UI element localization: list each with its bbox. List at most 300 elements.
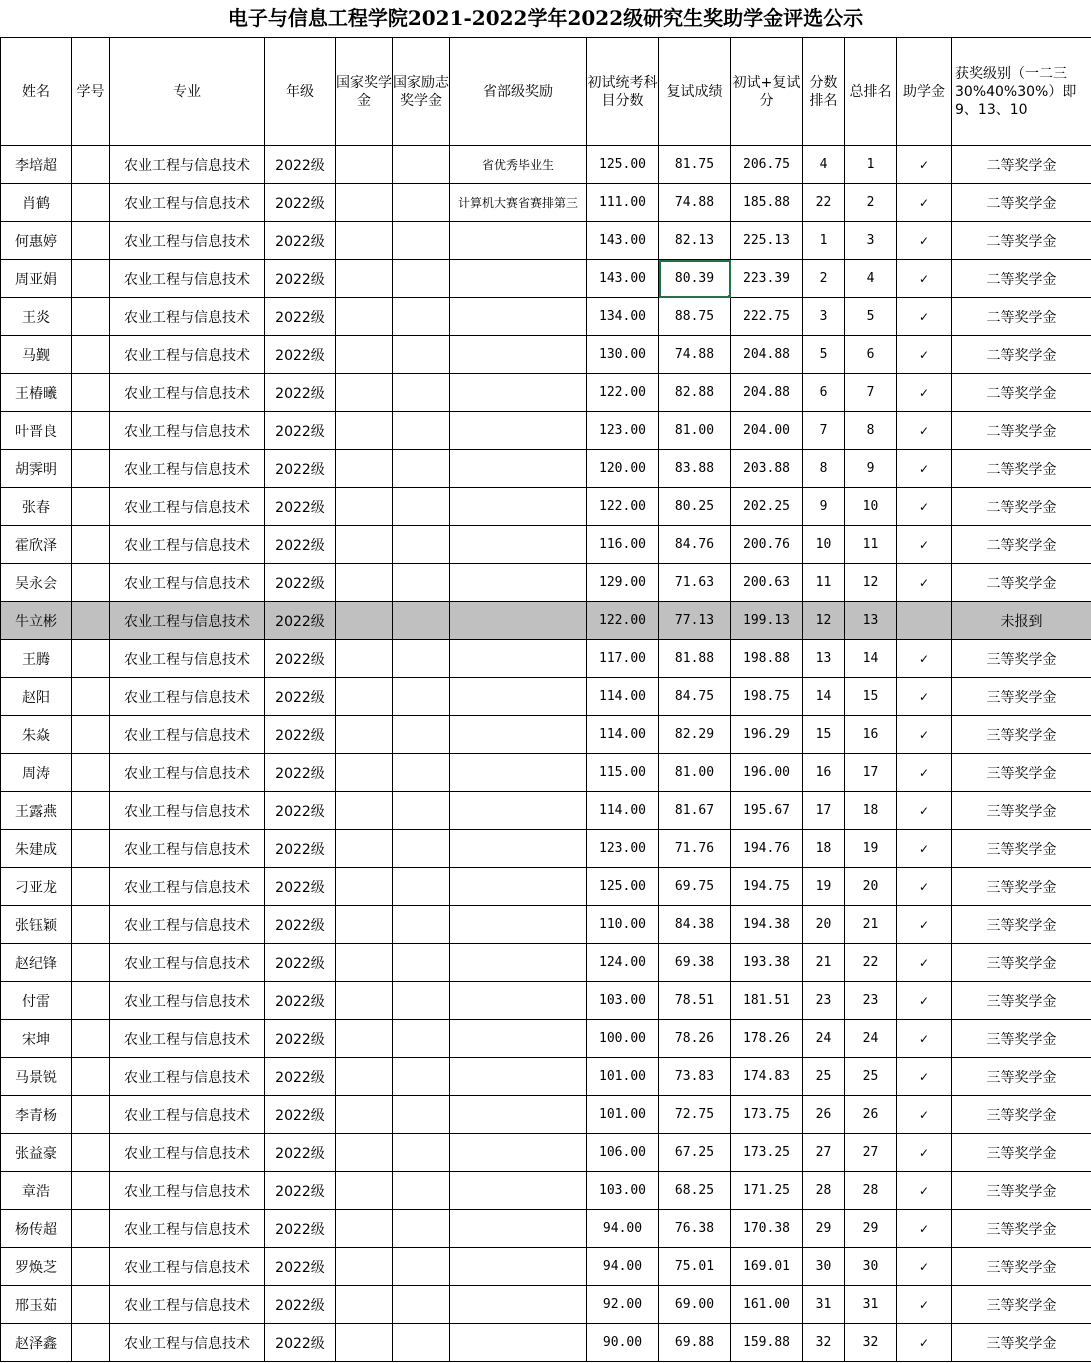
- major-cell[interactable]: 农业工程与信息技术: [110, 602, 265, 640]
- major-cell[interactable]: 农业工程与信息技术: [110, 678, 265, 716]
- inspire-scholarship-cell[interactable]: [393, 1286, 450, 1324]
- student-id-cell[interactable]: [72, 792, 110, 830]
- grant-check-cell[interactable]: ✓: [897, 488, 952, 526]
- inspire-scholarship-cell[interactable]: [393, 906, 450, 944]
- name-cell[interactable]: 周亚娟: [1, 260, 72, 298]
- score-rank-cell[interactable]: 13: [803, 640, 845, 678]
- initial-score-cell[interactable]: 94.00: [587, 1210, 659, 1248]
- provincial-award-cell[interactable]: [450, 450, 587, 488]
- award-level-cell[interactable]: 三等奖学金: [952, 1058, 1091, 1096]
- student-id-cell[interactable]: [72, 374, 110, 412]
- inspire-scholarship-cell[interactable]: [393, 678, 450, 716]
- inspire-scholarship-cell[interactable]: [393, 222, 450, 260]
- inspire-scholarship-cell[interactable]: [393, 298, 450, 336]
- total-score-cell[interactable]: 173.75: [731, 1096, 803, 1134]
- award-level-cell[interactable]: 二等奖学金: [952, 222, 1091, 260]
- grade-cell[interactable]: 2022级: [265, 260, 336, 298]
- provincial-award-cell[interactable]: [450, 982, 587, 1020]
- total-score-cell[interactable]: 200.76: [731, 526, 803, 564]
- award-level-cell[interactable]: 三等奖学金: [952, 1096, 1091, 1134]
- grade-cell[interactable]: 2022级: [265, 640, 336, 678]
- major-cell[interactable]: 农业工程与信息技术: [110, 906, 265, 944]
- provincial-award-cell[interactable]: [450, 1324, 587, 1362]
- overall-rank-cell[interactable]: 12: [845, 564, 897, 602]
- total-score-cell[interactable]: 174.83: [731, 1058, 803, 1096]
- header-cell[interactable]: 年级: [265, 38, 336, 146]
- inspire-scholarship-cell[interactable]: [393, 1020, 450, 1058]
- total-score-cell[interactable]: 161.00: [731, 1286, 803, 1324]
- initial-score-cell[interactable]: 100.00: [587, 1020, 659, 1058]
- student-id-cell[interactable]: [72, 1248, 110, 1286]
- national-scholarship-cell[interactable]: [336, 868, 393, 906]
- major-cell[interactable]: 农业工程与信息技术: [110, 1210, 265, 1248]
- national-scholarship-cell[interactable]: [336, 564, 393, 602]
- retest-score-cell[interactable]: 74.88: [659, 336, 731, 374]
- student-id-cell[interactable]: [72, 1172, 110, 1210]
- national-scholarship-cell[interactable]: [336, 412, 393, 450]
- initial-score-cell[interactable]: 123.00: [587, 412, 659, 450]
- grant-check-cell[interactable]: ✓: [897, 336, 952, 374]
- inspire-scholarship-cell[interactable]: [393, 1134, 450, 1172]
- name-cell[interactable]: 霍欣泽: [1, 526, 72, 564]
- header-cell[interactable]: 初试+复试分: [731, 38, 803, 146]
- retest-score-cell[interactable]: 73.83: [659, 1058, 731, 1096]
- student-id-cell[interactable]: [72, 1020, 110, 1058]
- provincial-award-cell[interactable]: [450, 564, 587, 602]
- grant-check-cell[interactable]: ✓: [897, 450, 952, 488]
- score-rank-cell[interactable]: 11: [803, 564, 845, 602]
- provincial-award-cell[interactable]: [450, 944, 587, 982]
- initial-score-cell[interactable]: 125.00: [587, 868, 659, 906]
- national-scholarship-cell[interactable]: [336, 526, 393, 564]
- overall-rank-cell[interactable]: 15: [845, 678, 897, 716]
- grant-check-cell[interactable]: ✓: [897, 906, 952, 944]
- inspire-scholarship-cell[interactable]: [393, 412, 450, 450]
- name-cell[interactable]: 王炎: [1, 298, 72, 336]
- student-id-cell[interactable]: [72, 222, 110, 260]
- total-score-cell[interactable]: 204.88: [731, 336, 803, 374]
- name-cell[interactable]: 朱建成: [1, 830, 72, 868]
- award-level-cell[interactable]: 三等奖学金: [952, 754, 1091, 792]
- header-cell[interactable]: 学号: [72, 38, 110, 146]
- national-scholarship-cell[interactable]: [336, 716, 393, 754]
- student-id-cell[interactable]: [72, 450, 110, 488]
- overall-rank-cell[interactable]: 17: [845, 754, 897, 792]
- student-id-cell[interactable]: [72, 640, 110, 678]
- header-cell[interactable]: 初试统考科目分数: [587, 38, 659, 146]
- major-cell[interactable]: 农业工程与信息技术: [110, 1134, 265, 1172]
- score-rank-cell[interactable]: 22: [803, 184, 845, 222]
- initial-score-cell[interactable]: 101.00: [587, 1096, 659, 1134]
- total-score-cell[interactable]: 194.38: [731, 906, 803, 944]
- total-score-cell[interactable]: 200.63: [731, 564, 803, 602]
- grant-check-cell[interactable]: ✓: [897, 1286, 952, 1324]
- provincial-award-cell[interactable]: [450, 1134, 587, 1172]
- grant-check-cell[interactable]: ✓: [897, 526, 952, 564]
- name-cell[interactable]: 张益豪: [1, 1134, 72, 1172]
- national-scholarship-cell[interactable]: [336, 1210, 393, 1248]
- national-scholarship-cell[interactable]: [336, 374, 393, 412]
- student-id-cell[interactable]: [72, 1324, 110, 1362]
- inspire-scholarship-cell[interactable]: [393, 944, 450, 982]
- inspire-scholarship-cell[interactable]: [393, 868, 450, 906]
- grade-cell[interactable]: 2022级: [265, 412, 336, 450]
- header-cell[interactable]: 助学金: [897, 38, 952, 146]
- award-level-cell[interactable]: 三等奖学金: [952, 1324, 1091, 1362]
- grade-cell[interactable]: 2022级: [265, 716, 336, 754]
- grade-cell[interactable]: 2022级: [265, 1210, 336, 1248]
- inspire-scholarship-cell[interactable]: [393, 450, 450, 488]
- provincial-award-cell[interactable]: [450, 602, 587, 640]
- major-cell[interactable]: 农业工程与信息技术: [110, 1286, 265, 1324]
- total-score-cell[interactable]: 194.75: [731, 868, 803, 906]
- score-rank-cell[interactable]: 18: [803, 830, 845, 868]
- score-rank-cell[interactable]: 21: [803, 944, 845, 982]
- grant-check-cell[interactable]: ✓: [897, 1172, 952, 1210]
- national-scholarship-cell[interactable]: [336, 260, 393, 298]
- student-id-cell[interactable]: [72, 146, 110, 184]
- name-cell[interactable]: 王腾: [1, 640, 72, 678]
- initial-score-cell[interactable]: 143.00: [587, 222, 659, 260]
- total-score-cell[interactable]: 202.25: [731, 488, 803, 526]
- major-cell[interactable]: 农业工程与信息技术: [110, 944, 265, 982]
- grade-cell[interactable]: 2022级: [265, 450, 336, 488]
- initial-score-cell[interactable]: 90.00: [587, 1324, 659, 1362]
- grade-cell[interactable]: 2022级: [265, 298, 336, 336]
- award-level-cell[interactable]: 三等奖学金: [952, 830, 1091, 868]
- provincial-award-cell[interactable]: [450, 1096, 587, 1134]
- national-scholarship-cell[interactable]: [336, 298, 393, 336]
- provincial-award-cell[interactable]: [450, 754, 587, 792]
- initial-score-cell[interactable]: 101.00: [587, 1058, 659, 1096]
- grade-cell[interactable]: 2022级: [265, 488, 336, 526]
- name-cell[interactable]: 赵纪锋: [1, 944, 72, 982]
- grade-cell[interactable]: 2022级: [265, 1286, 336, 1324]
- national-scholarship-cell[interactable]: [336, 1248, 393, 1286]
- student-id-cell[interactable]: [72, 336, 110, 374]
- initial-score-cell[interactable]: 103.00: [587, 982, 659, 1020]
- provincial-award-cell[interactable]: [450, 1172, 587, 1210]
- header-cell[interactable]: 分数排名: [803, 38, 845, 146]
- inspire-scholarship-cell[interactable]: [393, 1324, 450, 1362]
- score-rank-cell[interactable]: 3: [803, 298, 845, 336]
- award-level-cell[interactable]: 二等奖学金: [952, 526, 1091, 564]
- grade-cell[interactable]: 2022级: [265, 336, 336, 374]
- name-cell[interactable]: 牛立彬: [1, 602, 72, 640]
- total-score-cell[interactable]: 193.38: [731, 944, 803, 982]
- inspire-scholarship-cell[interactable]: [393, 830, 450, 868]
- inspire-scholarship-cell[interactable]: [393, 374, 450, 412]
- major-cell[interactable]: 农业工程与信息技术: [110, 982, 265, 1020]
- grant-check-cell[interactable]: ✓: [897, 716, 952, 754]
- grade-cell[interactable]: 2022级: [265, 982, 336, 1020]
- initial-score-cell[interactable]: 122.00: [587, 602, 659, 640]
- name-cell[interactable]: 肖鹤: [1, 184, 72, 222]
- initial-score-cell[interactable]: 143.00: [587, 260, 659, 298]
- total-score-cell[interactable]: 178.26: [731, 1020, 803, 1058]
- student-id-cell[interactable]: [72, 754, 110, 792]
- initial-score-cell[interactable]: 110.00: [587, 906, 659, 944]
- provincial-award-cell[interactable]: [450, 830, 587, 868]
- retest-score-cell[interactable]: 78.51: [659, 982, 731, 1020]
- initial-score-cell[interactable]: 111.00: [587, 184, 659, 222]
- header-cell[interactable]: 获奖级别（一二三30%40%30%）即9、13、10: [952, 38, 1091, 146]
- grade-cell[interactable]: 2022级: [265, 564, 336, 602]
- score-rank-cell[interactable]: 15: [803, 716, 845, 754]
- grade-cell[interactable]: 2022级: [265, 184, 336, 222]
- retest-score-cell[interactable]: 81.00: [659, 754, 731, 792]
- score-rank-cell[interactable]: 20: [803, 906, 845, 944]
- inspire-scholarship-cell[interactable]: [393, 526, 450, 564]
- overall-rank-cell[interactable]: 11: [845, 526, 897, 564]
- award-level-cell[interactable]: 三等奖学金: [952, 640, 1091, 678]
- major-cell[interactable]: 农业工程与信息技术: [110, 640, 265, 678]
- grant-check-cell[interactable]: ✓: [897, 222, 952, 260]
- award-level-cell[interactable]: 二等奖学金: [952, 488, 1091, 526]
- retest-score-cell[interactable]: 75.01: [659, 1248, 731, 1286]
- total-score-cell[interactable]: 196.00: [731, 754, 803, 792]
- retest-score-cell[interactable]: 88.75: [659, 298, 731, 336]
- major-cell[interactable]: 农业工程与信息技术: [110, 184, 265, 222]
- score-rank-cell[interactable]: 29: [803, 1210, 845, 1248]
- national-scholarship-cell[interactable]: [336, 1020, 393, 1058]
- grade-cell[interactable]: 2022级: [265, 1324, 336, 1362]
- inspire-scholarship-cell[interactable]: [393, 640, 450, 678]
- major-cell[interactable]: 农业工程与信息技术: [110, 830, 265, 868]
- inspire-scholarship-cell[interactable]: [393, 336, 450, 374]
- provincial-award-cell[interactable]: [450, 1248, 587, 1286]
- major-cell[interactable]: 农业工程与信息技术: [110, 450, 265, 488]
- name-cell[interactable]: 李培超: [1, 146, 72, 184]
- award-level-cell[interactable]: 二等奖学金: [952, 450, 1091, 488]
- student-id-cell[interactable]: [72, 564, 110, 602]
- initial-score-cell[interactable]: 106.00: [587, 1134, 659, 1172]
- grant-check-cell[interactable]: ✓: [897, 1324, 952, 1362]
- grant-check-cell[interactable]: ✓: [897, 1134, 952, 1172]
- initial-score-cell[interactable]: 123.00: [587, 830, 659, 868]
- overall-rank-cell[interactable]: 22: [845, 944, 897, 982]
- award-level-cell[interactable]: 二等奖学金: [952, 184, 1091, 222]
- student-id-cell[interactable]: [72, 1134, 110, 1172]
- national-scholarship-cell[interactable]: [336, 982, 393, 1020]
- inspire-scholarship-cell[interactable]: [393, 184, 450, 222]
- provincial-award-cell[interactable]: [450, 792, 587, 830]
- major-cell[interactable]: 农业工程与信息技术: [110, 1096, 265, 1134]
- national-scholarship-cell[interactable]: [336, 640, 393, 678]
- overall-rank-cell[interactable]: 21: [845, 906, 897, 944]
- header-cell[interactable]: 省部级奖励: [450, 38, 587, 146]
- grade-cell[interactable]: 2022级: [265, 868, 336, 906]
- award-level-cell[interactable]: 三等奖学金: [952, 982, 1091, 1020]
- total-score-cell[interactable]: 198.88: [731, 640, 803, 678]
- retest-score-cell[interactable]: 69.00: [659, 1286, 731, 1324]
- overall-rank-cell[interactable]: 16: [845, 716, 897, 754]
- major-cell[interactable]: 农业工程与信息技术: [110, 792, 265, 830]
- grade-cell[interactable]: 2022级: [265, 792, 336, 830]
- name-cell[interactable]: 赵泽鑫: [1, 1324, 72, 1362]
- total-score-cell[interactable]: 171.25: [731, 1172, 803, 1210]
- student-id-cell[interactable]: [72, 982, 110, 1020]
- retest-score-cell[interactable]: 80.39: [659, 260, 731, 298]
- name-cell[interactable]: 叶晋良: [1, 412, 72, 450]
- name-cell[interactable]: 罗焕芝: [1, 1248, 72, 1286]
- student-id-cell[interactable]: [72, 906, 110, 944]
- initial-score-cell[interactable]: 114.00: [587, 716, 659, 754]
- name-cell[interactable]: 王露燕: [1, 792, 72, 830]
- inspire-scholarship-cell[interactable]: [393, 564, 450, 602]
- grant-check-cell[interactable]: ✓: [897, 564, 952, 602]
- retest-score-cell[interactable]: 74.88: [659, 184, 731, 222]
- award-level-cell[interactable]: 未报到: [952, 602, 1091, 640]
- inspire-scholarship-cell[interactable]: [393, 146, 450, 184]
- national-scholarship-cell[interactable]: [336, 754, 393, 792]
- name-cell[interactable]: 王椿曦: [1, 374, 72, 412]
- header-cell[interactable]: 国家奖学金: [336, 38, 393, 146]
- student-id-cell[interactable]: [72, 1096, 110, 1134]
- overall-rank-cell[interactable]: 6: [845, 336, 897, 374]
- score-rank-cell[interactable]: 17: [803, 792, 845, 830]
- national-scholarship-cell[interactable]: [336, 146, 393, 184]
- overall-rank-cell[interactable]: 32: [845, 1324, 897, 1362]
- initial-score-cell[interactable]: 114.00: [587, 792, 659, 830]
- initial-score-cell[interactable]: 129.00: [587, 564, 659, 602]
- retest-score-cell[interactable]: 69.38: [659, 944, 731, 982]
- header-cell[interactable]: 复试成绩: [659, 38, 731, 146]
- inspire-scholarship-cell[interactable]: [393, 982, 450, 1020]
- provincial-award-cell[interactable]: [450, 906, 587, 944]
- retest-score-cell[interactable]: 67.25: [659, 1134, 731, 1172]
- retest-score-cell[interactable]: 80.25: [659, 488, 731, 526]
- inspire-scholarship-cell[interactable]: [393, 260, 450, 298]
- student-id-cell[interactable]: [72, 1286, 110, 1324]
- national-scholarship-cell[interactable]: [336, 830, 393, 868]
- award-level-cell[interactable]: 三等奖学金: [952, 1286, 1091, 1324]
- score-rank-cell[interactable]: 24: [803, 1020, 845, 1058]
- major-cell[interactable]: 农业工程与信息技术: [110, 146, 265, 184]
- total-score-cell[interactable]: 170.38: [731, 1210, 803, 1248]
- major-cell[interactable]: 农业工程与信息技术: [110, 298, 265, 336]
- score-rank-cell[interactable]: 2: [803, 260, 845, 298]
- provincial-award-cell[interactable]: 省优秀毕业生: [450, 146, 587, 184]
- retest-score-cell[interactable]: 72.75: [659, 1096, 731, 1134]
- major-cell[interactable]: 农业工程与信息技术: [110, 374, 265, 412]
- total-score-cell[interactable]: 198.75: [731, 678, 803, 716]
- inspire-scholarship-cell[interactable]: [393, 1172, 450, 1210]
- national-scholarship-cell[interactable]: [336, 944, 393, 982]
- overall-rank-cell[interactable]: 7: [845, 374, 897, 412]
- grade-cell[interactable]: 2022级: [265, 146, 336, 184]
- overall-rank-cell[interactable]: 31: [845, 1286, 897, 1324]
- retest-score-cell[interactable]: 76.38: [659, 1210, 731, 1248]
- provincial-award-cell[interactable]: [450, 716, 587, 754]
- retest-score-cell[interactable]: 71.63: [659, 564, 731, 602]
- retest-score-cell[interactable]: 84.75: [659, 678, 731, 716]
- provincial-award-cell[interactable]: [450, 1058, 587, 1096]
- name-cell[interactable]: 张春: [1, 488, 72, 526]
- initial-score-cell[interactable]: 125.00: [587, 146, 659, 184]
- name-cell[interactable]: 朱焱: [1, 716, 72, 754]
- score-rank-cell[interactable]: 4: [803, 146, 845, 184]
- grant-check-cell[interactable]: ✓: [897, 944, 952, 982]
- initial-score-cell[interactable]: 92.00: [587, 1286, 659, 1324]
- name-cell[interactable]: 章浩: [1, 1172, 72, 1210]
- name-cell[interactable]: 张钰颖: [1, 906, 72, 944]
- award-level-cell[interactable]: 三等奖学金: [952, 906, 1091, 944]
- grant-check-cell[interactable]: ✓: [897, 298, 952, 336]
- overall-rank-cell[interactable]: 25: [845, 1058, 897, 1096]
- name-cell[interactable]: 李青杨: [1, 1096, 72, 1134]
- student-id-cell[interactable]: [72, 526, 110, 564]
- grade-cell[interactable]: 2022级: [265, 1058, 336, 1096]
- national-scholarship-cell[interactable]: [336, 1134, 393, 1172]
- provincial-award-cell[interactable]: 计算机大赛省赛排第三: [450, 184, 587, 222]
- inspire-scholarship-cell[interactable]: [393, 1096, 450, 1134]
- overall-rank-cell[interactable]: 28: [845, 1172, 897, 1210]
- award-level-cell[interactable]: 三等奖学金: [952, 1172, 1091, 1210]
- grant-check-cell[interactable]: ✓: [897, 1058, 952, 1096]
- national-scholarship-cell[interactable]: [336, 906, 393, 944]
- national-scholarship-cell[interactable]: [336, 602, 393, 640]
- initial-score-cell[interactable]: 122.00: [587, 374, 659, 412]
- award-level-cell[interactable]: 二等奖学金: [952, 146, 1091, 184]
- national-scholarship-cell[interactable]: [336, 450, 393, 488]
- grant-check-cell[interactable]: ✓: [897, 982, 952, 1020]
- grade-cell[interactable]: 2022级: [265, 1172, 336, 1210]
- inspire-scholarship-cell[interactable]: [393, 1058, 450, 1096]
- total-score-cell[interactable]: 204.88: [731, 374, 803, 412]
- name-cell[interactable]: 赵阳: [1, 678, 72, 716]
- grade-cell[interactable]: 2022级: [265, 754, 336, 792]
- grant-check-cell[interactable]: ✓: [897, 1210, 952, 1248]
- name-cell[interactable]: 马景锐: [1, 1058, 72, 1096]
- total-score-cell[interactable]: 223.39: [731, 260, 803, 298]
- provincial-award-cell[interactable]: [450, 526, 587, 564]
- retest-score-cell[interactable]: 81.00: [659, 412, 731, 450]
- retest-score-cell[interactable]: 84.76: [659, 526, 731, 564]
- score-rank-cell[interactable]: 1: [803, 222, 845, 260]
- score-rank-cell[interactable]: 25: [803, 1058, 845, 1096]
- inspire-scholarship-cell[interactable]: [393, 488, 450, 526]
- score-rank-cell[interactable]: 28: [803, 1172, 845, 1210]
- retest-score-cell[interactable]: 78.26: [659, 1020, 731, 1058]
- award-level-cell[interactable]: 二等奖学金: [952, 374, 1091, 412]
- inspire-scholarship-cell[interactable]: [393, 602, 450, 640]
- total-score-cell[interactable]: 203.88: [731, 450, 803, 488]
- initial-score-cell[interactable]: 134.00: [587, 298, 659, 336]
- overall-rank-cell[interactable]: 27: [845, 1134, 897, 1172]
- score-rank-cell[interactable]: 32: [803, 1324, 845, 1362]
- overall-rank-cell[interactable]: 5: [845, 298, 897, 336]
- major-cell[interactable]: 农业工程与信息技术: [110, 336, 265, 374]
- inspire-scholarship-cell[interactable]: [393, 716, 450, 754]
- award-level-cell[interactable]: 三等奖学金: [952, 1248, 1091, 1286]
- inspire-scholarship-cell[interactable]: [393, 792, 450, 830]
- score-rank-cell[interactable]: 23: [803, 982, 845, 1020]
- grant-check-cell[interactable]: ✓: [897, 146, 952, 184]
- total-score-cell[interactable]: 195.67: [731, 792, 803, 830]
- overall-rank-cell[interactable]: 4: [845, 260, 897, 298]
- grade-cell[interactable]: 2022级: [265, 374, 336, 412]
- overall-rank-cell[interactable]: 8: [845, 412, 897, 450]
- name-cell[interactable]: 邢玉茹: [1, 1286, 72, 1324]
- overall-rank-cell[interactable]: 2: [845, 184, 897, 222]
- national-scholarship-cell[interactable]: [336, 1286, 393, 1324]
- name-cell[interactable]: 杨传超: [1, 1210, 72, 1248]
- major-cell[interactable]: 农业工程与信息技术: [110, 1172, 265, 1210]
- student-id-cell[interactable]: [72, 1210, 110, 1248]
- score-rank-cell[interactable]: 16: [803, 754, 845, 792]
- award-level-cell[interactable]: 三等奖学金: [952, 716, 1091, 754]
